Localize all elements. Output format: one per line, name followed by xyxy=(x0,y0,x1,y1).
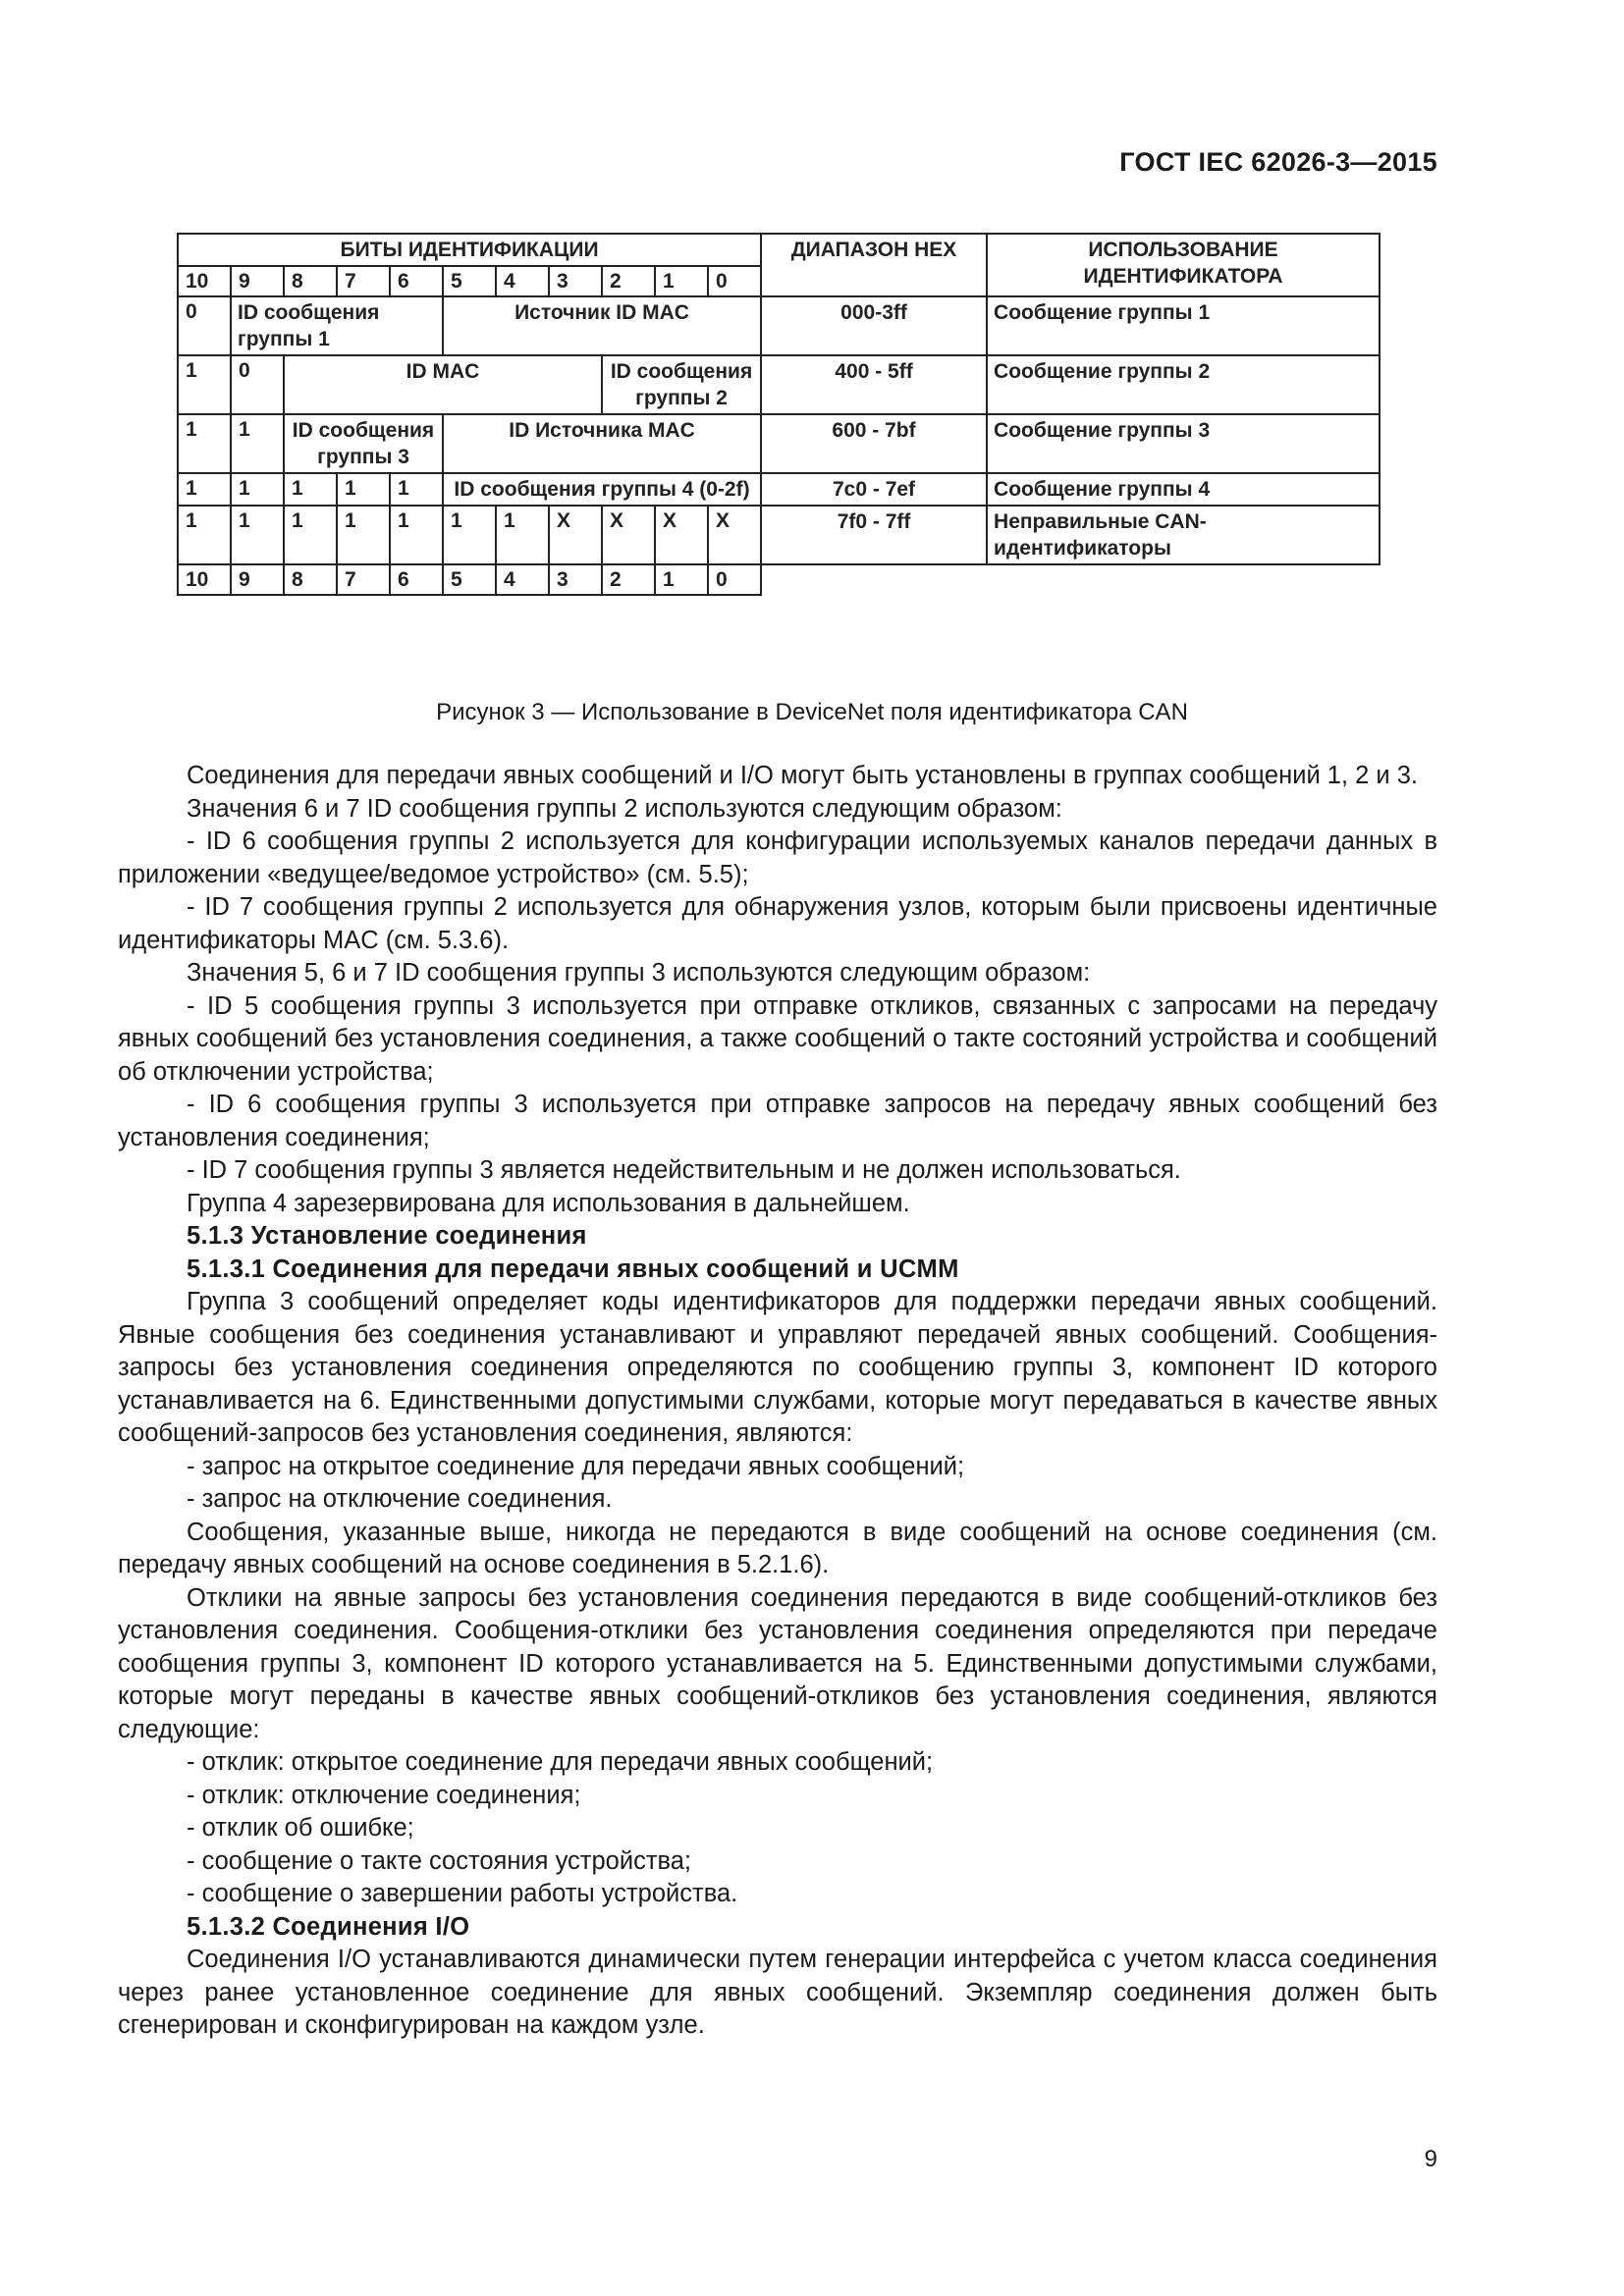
list-item: - ID 7 сообщения группы 2 используется для обнаружения узлов, которым были присвоены идентичные идентификаторы MAC (см. 5.3.6). xyxy=(118,893,1437,954)
bit-cell: 1 xyxy=(178,414,231,473)
bit-cell: 1 xyxy=(178,473,231,506)
bit-cell: 1 xyxy=(231,506,284,564)
hex-range: 400 - 5ff xyxy=(761,355,987,414)
subsection-heading: 5.1.3.1 Соединения для передачи явных сообщений и UCMM xyxy=(187,1255,959,1283)
table-header-row xyxy=(178,234,1380,266)
hex-range: 600 - 7bf xyxy=(761,414,987,473)
bit-number: 0 xyxy=(708,266,761,296)
bit-number: 4 xyxy=(496,564,549,595)
list-item: - сообщение о завершении работы устройства. xyxy=(187,1880,738,1907)
list-item: - ID 6 сообщения группы 3 используется при отправке запросов на передачу явных сообщений без установления соединения; xyxy=(118,1091,1437,1151)
hex-range: 7c0 - 7ef xyxy=(761,473,987,506)
bit-cell: 1 xyxy=(390,506,443,564)
hex-range: 7f0 - 7ff xyxy=(761,506,987,564)
list-item: - ID 6 сообщения группы 2 используется для конфигурации используемых каналов передачи данных в приложении «ведущее/ведомое устройство» (см. 5.5); xyxy=(118,828,1437,888)
group-id-field: ID сообщения группы 1 xyxy=(231,296,443,355)
table-row-group2 xyxy=(178,355,1380,414)
figure-caption: Рисунок 3 — Использование в DeviceNet поля идентификатора CAN xyxy=(436,699,1188,725)
paragraph: Соединения I/O устанавливаются динамически путем генерации интерфейса с учетом класса соединения через ранее установленное соединение для явных сообщений. Экземпляр соединения должен быть сгенерирован и сконфигурирован на каждом узле. xyxy=(118,1946,1437,2039)
bit-number: 0 xyxy=(708,564,761,595)
page-number: 9 xyxy=(1424,2146,1437,2172)
group-id-field: ID сообщения группы 2 xyxy=(602,355,761,414)
usage-cell: Неправильные CAN-идентификаторы xyxy=(987,506,1380,564)
usage-cell: Сообщение группы 4 xyxy=(987,473,1380,506)
bit-cell: 1 xyxy=(443,506,496,564)
document-header: ГОСТ IEC 62026-3—2015 xyxy=(1119,147,1437,177)
bit-cell: 0 xyxy=(231,355,284,414)
list-item: - запрос на отключение соединения. xyxy=(187,1485,613,1513)
bit-cell: 1 xyxy=(284,473,337,506)
list-item: - ID 7 сообщения группы 3 является недействительным и не должен использоваться. xyxy=(187,1156,1181,1184)
mac-id-field: ID MAC xyxy=(284,355,602,414)
hex-range: 000-3ff xyxy=(761,296,987,355)
bit-number: 5 xyxy=(443,564,496,595)
paragraph: Значения 5, 6 и 7 ID сообщения группы 3 используются следующим образом: xyxy=(187,959,1091,987)
bit-number: 2 xyxy=(602,564,655,595)
bit-cell: X xyxy=(708,506,761,564)
bit-cell: 1 xyxy=(496,506,549,564)
paragraph: Отклики на явные запросы без установления соединения передаются в виде сообщений-откликов без установления соединения. Сообщения-отклики без установления соединения определяются при передаче сообщения группы 3, компонент ID которого устанавливается на 5. Единственными допустимыми службами, которые могут переданы в качестве явных сообщений-откликов без установления соединения, являются следующие: xyxy=(118,1583,1437,1743)
bit-number: 10 xyxy=(178,564,231,595)
group-id-field: ID сообщения группы 4 (0-2f) xyxy=(443,473,761,506)
bit-number: 2 xyxy=(602,266,655,296)
list-item: - отклик: открытое соединение для передачи явных сообщений; xyxy=(187,1748,934,1776)
bit-cell: 1 xyxy=(390,473,443,506)
bit-cell: 1 xyxy=(231,414,284,473)
paragraph: Значения 6 и 7 ID сообщения группы 2 используются следующим образом: xyxy=(187,794,1062,823)
body-text xyxy=(118,760,1437,2043)
bit-cell: X xyxy=(602,506,655,564)
range-header: ДИАПАЗОН HEX xyxy=(761,234,987,296)
bit-cell: 1 xyxy=(337,506,390,564)
bit-cell: 1 xyxy=(178,506,231,564)
usage-header: ИСПОЛЬЗОВАНИЕ ИДЕНТИФИКАТОРА xyxy=(987,234,1380,296)
list-item: - отклик: отключение соединения; xyxy=(187,1781,581,1809)
bit-number: 9 xyxy=(231,266,284,296)
list-item: - сообщение о такте состояния устройства; xyxy=(187,1846,692,1875)
bit-number: 6 xyxy=(390,564,443,595)
bit-number: 8 xyxy=(284,564,337,595)
bit-number: 3 xyxy=(549,564,602,595)
bit-number: 9 xyxy=(231,564,284,595)
bit-number: 1 xyxy=(655,266,708,296)
bits-header: БИТЫ ИДЕНТИФИКАЦИИ xyxy=(178,234,761,266)
usage-cell: Сообщение группы 1 xyxy=(987,296,1380,355)
bit-cell: X xyxy=(655,506,708,564)
bit-number: 7 xyxy=(337,564,390,595)
bit-cell: 1 xyxy=(231,473,284,506)
bit-cell: 0 xyxy=(178,296,231,355)
bit-cell: 1 xyxy=(337,473,390,506)
list-item: - отклик об ошибке; xyxy=(187,1814,414,1842)
bit-number: 7 xyxy=(337,266,390,296)
section-heading: 5.1.3 Установление соединения xyxy=(187,1222,587,1250)
table-row-group1 xyxy=(178,296,1380,355)
table-row-group4 xyxy=(178,473,1380,506)
bit-number-footer-row xyxy=(178,564,1380,595)
group-id-field: ID сообщения группы 3 xyxy=(284,414,443,473)
bit-number: 8 xyxy=(284,266,337,296)
bit-number: 4 xyxy=(496,266,549,296)
bit-number: 5 xyxy=(443,266,496,296)
usage-cell: Сообщение группы 3 xyxy=(987,414,1380,473)
bit-number: 6 xyxy=(390,266,443,296)
bit-cell: X xyxy=(549,506,602,564)
source-mac-field: ID Источника MAC xyxy=(443,414,761,473)
list-item: - запрос на открытое соединение для передачи явных сообщений; xyxy=(187,1452,965,1480)
bit-cell: 1 xyxy=(284,506,337,564)
bit-number: 3 xyxy=(549,266,602,296)
can-identifier-table xyxy=(177,233,1380,596)
paragraph: Группа 3 сообщений определяет коды идентификаторов для поддержки передачи явных сообщений. Явные сообщения без соединения устанавливают и управляют передачей явных сообщений. Сообщения-запросы без установления соединения определяются по сообщению группы 3, компонент ID которого устанавливается на 6. Единственными допустимыми службами, которые могут передаваться в качестве явных сообщений-запросов без установления соединения, являются: xyxy=(118,1288,1437,1447)
bit-number: 10 xyxy=(178,266,231,296)
table-row-group3 xyxy=(178,414,1380,473)
paragraph: Соединения для передачи явных сообщений и I/O могут быть установлены в группах сообщений 1, 2 и 3. xyxy=(187,762,1418,789)
table-row-invalid xyxy=(178,506,1380,564)
subsection-heading: 5.1.3.2 Соединения I/O xyxy=(187,1912,470,1941)
paragraph: Сообщения, указанные выше, никогда не передаются в виде сообщений на основе соединения (см. передачу явных сообщений на основе соединения в 5.2.1.6). xyxy=(118,1518,1437,1578)
bit-number: 1 xyxy=(655,564,708,595)
paragraph: Группа 4 зарезервирована для использования в дальнейшем. xyxy=(187,1189,910,1217)
source-mac-field: Источник ID MAC xyxy=(443,296,761,355)
usage-cell: Сообщение группы 2 xyxy=(987,355,1380,414)
bit-cell: 1 xyxy=(178,355,231,414)
list-item: - ID 5 сообщения группы 3 используется при отправке откликов, связанных с запросами на передачу явных сообщений без установления соединения, а также сообщений о такте состояний устройства и сообщений об отключении устройства; xyxy=(118,991,1437,1086)
